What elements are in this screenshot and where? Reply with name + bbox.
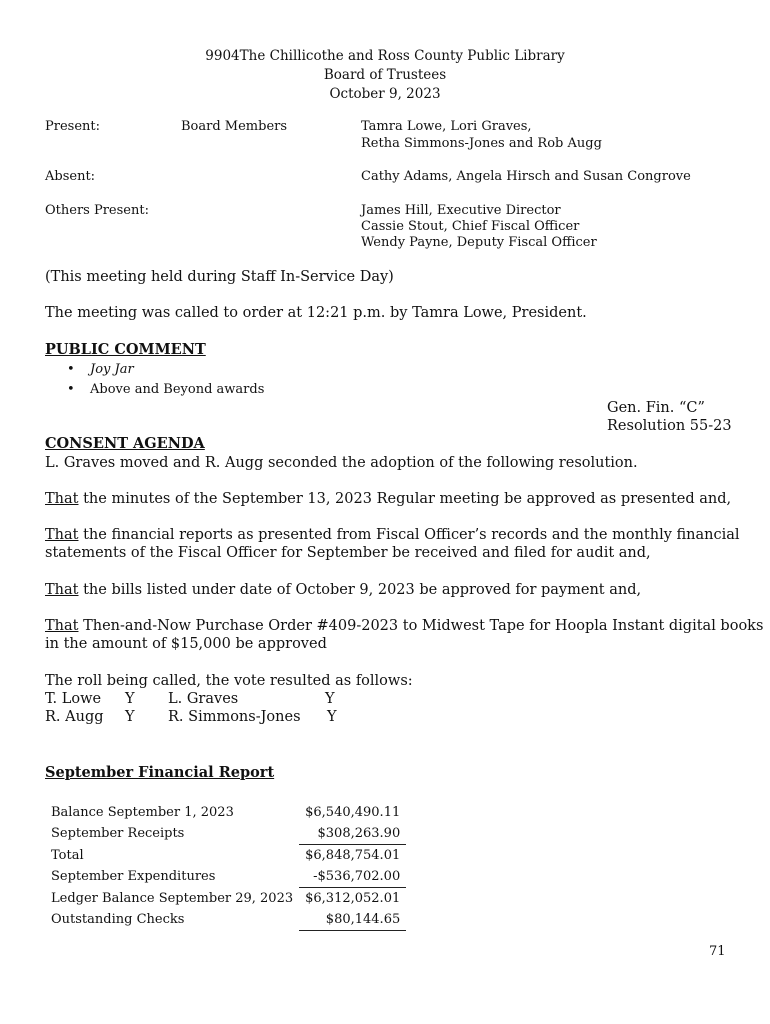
board-title: Board of Trustees (323, 67, 447, 83)
financial-amount: $80,144.65 (299, 909, 406, 931)
clause-text: the bills listed under date of October 9, 2023 be approved for payment and, (78, 582, 642, 598)
present-names-line1: Tamra Lowe, Lori Graves, (361, 119, 532, 134)
clause-text: the minutes of the September 13, 2023 Regular meeting be approved as presented and, (78, 491, 732, 507)
resolution-clause-bills (45, 582, 641, 598)
public-comment-heading: PUBLIC COMMENT (45, 341, 206, 358)
financial-label: Total (51, 847, 84, 863)
document-header (0, 47, 770, 104)
roll-call-intro: The roll being called, the vote resulted as follows: (45, 673, 413, 689)
table-row (45, 866, 406, 888)
that-label: That (45, 527, 79, 543)
that-label: That (45, 618, 79, 634)
library-title: 9904The Chillicothe and Ross County Public Library (205, 48, 565, 64)
vote-value: Y (325, 691, 335, 707)
vote-name: R. Augg (45, 709, 104, 725)
list-item (45, 360, 264, 380)
table-row (45, 845, 406, 867)
public-comment-item: Above and Beyond awards (90, 382, 265, 397)
financial-report-table (45, 802, 406, 931)
vote-name: L. Graves (168, 691, 239, 707)
bullet-icon: • (67, 382, 75, 397)
financial-amount: $6,848,754.01 (305, 848, 401, 863)
gen-fin-label: Gen. Fin. “C” (607, 400, 705, 416)
present-names-line2: Retha Simmons-Jones and Rob Augg (361, 136, 602, 151)
present-label: Present: (45, 119, 100, 134)
board-members-label: Board Members (181, 119, 288, 134)
vote-value: Y (125, 691, 135, 707)
table-row (45, 823, 406, 845)
resolution-number: Resolution 55-23 (607, 418, 732, 434)
public-comment-list (45, 360, 264, 400)
resolution-clause-financial-line2: statements of the Fiscal Officer for September be received and filed for audit and, (45, 545, 651, 561)
resolution-clause-purchase-order-line2: in the amount of $15,000 be approved (45, 636, 327, 652)
financial-label: Ledger Balance September 29, 2023 (51, 890, 294, 906)
financial-amount: -$536,702.00 (299, 866, 406, 888)
table-row (45, 888, 406, 910)
resolution-clause-minutes (45, 491, 731, 507)
that-label: That (45, 582, 79, 598)
vote-name: R. Simmons-Jones (168, 709, 301, 725)
others-present-line3: Wendy Payne, Deputy Fiscal Officer (361, 235, 597, 250)
table-row (45, 802, 406, 823)
meeting-date: October 9, 2023 (329, 86, 441, 102)
financial-amount: $6,540,490.11 (305, 805, 401, 820)
financial-label: September Expenditures (51, 869, 216, 885)
clause-text: the financial reports as presented from Fiscal Officer’s records and the monthly financial (78, 527, 740, 543)
public-comment-item: Joy Jar (90, 362, 134, 377)
inservice-note: (This meeting held during Staff In-Service Day) (45, 269, 394, 285)
financial-report-heading: September Financial Report (45, 764, 275, 781)
bullet-icon: • (67, 362, 75, 377)
resolution-clause-financial-line1 (45, 527, 740, 543)
others-present-line2: Cassie Stout, Chief Fiscal Officer (361, 219, 580, 234)
financial-label: September Receipts (51, 826, 185, 842)
financial-amount: $6,312,052.01 (305, 891, 401, 906)
consent-motion: L. Graves moved and R. Augg seconded the adoption of the following resolution. (45, 455, 638, 471)
absent-names: Cathy Adams, Angela Hirsch and Susan Congrove (361, 169, 691, 184)
resolution-clause-purchase-order-line1 (45, 618, 763, 634)
table-row (45, 909, 406, 931)
clause-text: Then-and-Now Purchase Order #409-2023 to Midwest Tape for Hoopla Instant digital books (78, 618, 764, 634)
financial-label: Balance September 1, 2023 (51, 805, 234, 820)
list-item (45, 380, 264, 400)
consent-agenda-heading: CONSENT AGENDA (45, 435, 205, 452)
call-to-order: The meeting was called to order at 12:21 p.m. by Tamra Lowe, President. (45, 305, 587, 321)
vote-value: Y (327, 709, 337, 725)
that-label: That (45, 491, 79, 507)
financial-label: Outstanding Checks (51, 912, 185, 928)
absent-label: Absent: (45, 169, 96, 184)
others-present-line1: James Hill, Executive Director (361, 203, 561, 218)
financial-amount: $308,263.90 (299, 823, 406, 845)
vote-value: Y (125, 709, 135, 725)
page-number: 71 (709, 944, 726, 959)
vote-name: T. Lowe (45, 691, 102, 707)
others-present-label: Others Present: (45, 203, 149, 218)
